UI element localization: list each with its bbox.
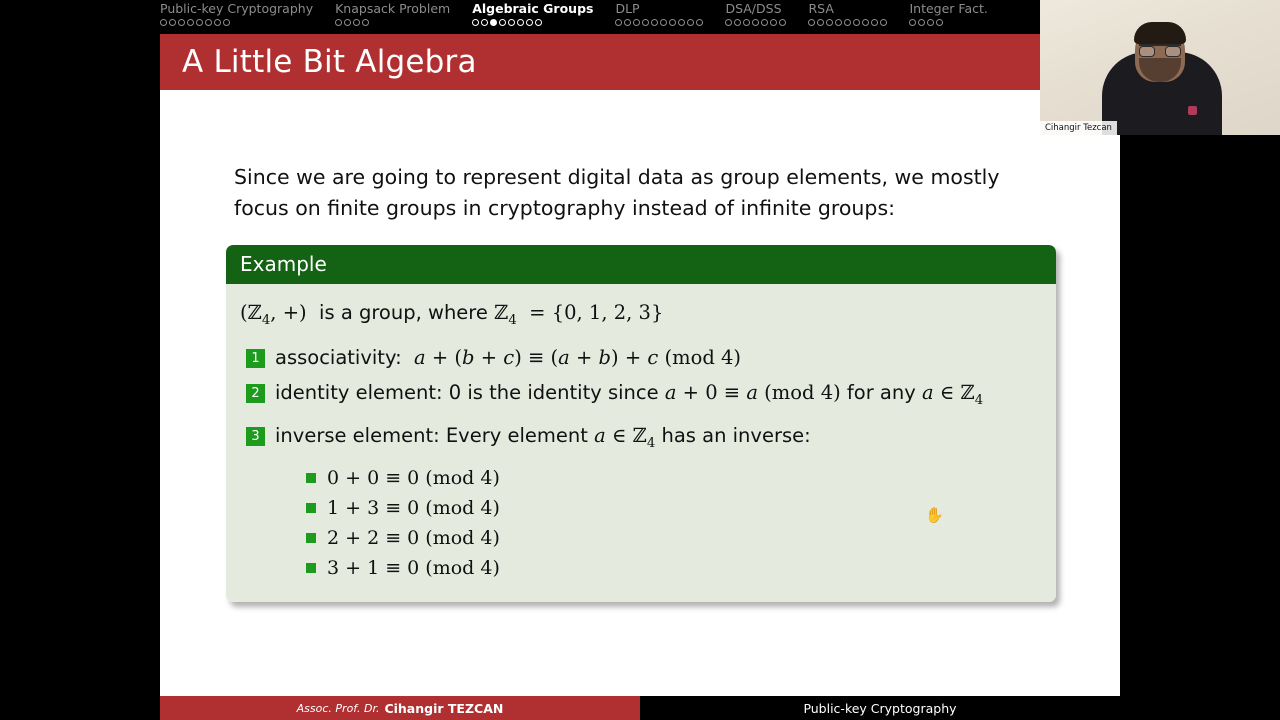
list-item-text: associativity: a + (b + c) ≡ (a + b) + c (mod 4)	[275, 345, 742, 369]
nav-section-dots[interactable]	[472, 19, 542, 26]
nav-section-dsa-dss[interactable]	[725, 2, 786, 26]
nav-section-label: Knapsack Problem	[335, 1, 451, 16]
presentation-slide	[160, 0, 1120, 720]
slide-navigation-bar[interactable]	[160, 0, 1120, 34]
webcam-name-label: Cihangir Tezcan	[1040, 121, 1117, 135]
nav-dot[interactable]	[743, 19, 750, 26]
nav-dot[interactable]	[214, 19, 221, 26]
slide-footer	[160, 696, 1120, 720]
nav-section-label: RSA	[808, 1, 834, 16]
list-item-text: 3 + 1 ≡ 0 (mod 4)	[327, 556, 500, 579]
group-statement: (ℤ$_4$, +) is a group, where ℤ$_4$ = {0, 1, 2, 3}	[240, 301, 664, 328]
nav-dot[interactable]	[678, 19, 685, 26]
webcam-overlay[interactable]	[1040, 0, 1280, 135]
nav-dot[interactable]	[535, 19, 542, 26]
nav-dot[interactable]	[918, 19, 925, 26]
example-block	[226, 245, 1056, 602]
slide-intro-paragraph: Since we are going to represent digital data as group elements, we mostly focus on finite groups in cryptography instead of infinite groups:	[234, 165, 1000, 220]
nav-dot[interactable]	[734, 19, 741, 26]
nav-dot[interactable]	[223, 19, 230, 26]
nav-dot[interactable]	[517, 19, 524, 26]
slide-title: A Little Bit Algebra	[182, 44, 477, 80]
slide-body	[160, 90, 1120, 696]
nav-section-dots[interactable]	[615, 19, 703, 26]
nav-dot[interactable]	[642, 19, 649, 26]
nav-dot[interactable]	[353, 19, 360, 26]
nav-section-label: DLP	[615, 1, 640, 16]
nav-dot[interactable]	[205, 19, 212, 26]
nav-dot[interactable]	[936, 19, 943, 26]
list-item	[306, 524, 1042, 553]
nav-dot[interactable]	[725, 19, 732, 26]
list-item-text: 2 + 2 ≡ 0 (mod 4)	[327, 526, 500, 549]
nav-dot[interactable]	[808, 19, 815, 26]
nav-section-dots[interactable]	[909, 19, 943, 26]
nav-section-dots[interactable]	[335, 19, 369, 26]
list-item-text: identity element: 0 is the identity since a + 0 ≡ a (mod 4) for any a ∈ ℤ$_4$	[275, 380, 984, 408]
nav-dot[interactable]	[472, 19, 479, 26]
bullet-icon	[306, 533, 316, 543]
nav-dot[interactable]	[196, 19, 203, 26]
list-item-text: inverse element: Every element a ∈ ℤ$_4$ has an inverse:	[275, 423, 811, 451]
nav-dot[interactable]	[835, 19, 842, 26]
nav-dot[interactable]	[696, 19, 703, 26]
nav-dot[interactable]	[927, 19, 934, 26]
nav-section-public-key-cryptography[interactable]	[160, 2, 313, 26]
nav-dot[interactable]	[335, 19, 342, 26]
nav-section-label: Algebraic Groups	[472, 1, 594, 16]
nav-section-label: DSA/DSS	[725, 1, 782, 16]
nav-dot[interactable]	[481, 19, 488, 26]
slide-title-bar	[160, 34, 1120, 90]
nav-dot[interactable]	[761, 19, 768, 26]
list-item-text: 0 + 0 ≡ 0 (mod 4)	[327, 466, 500, 489]
glasses-lens-left	[1139, 46, 1155, 57]
nav-section-dots[interactable]	[160, 19, 230, 26]
nav-dot[interactable]	[853, 19, 860, 26]
footer-author	[160, 696, 640, 720]
nav-dot[interactable]	[526, 19, 533, 26]
nav-section-integer-factorization[interactable]	[909, 2, 987, 26]
nav-dot[interactable]	[362, 19, 369, 26]
enum-marker-3: 3	[246, 427, 265, 446]
nav-dot[interactable]	[909, 19, 916, 26]
bullet-icon	[306, 503, 316, 513]
mouse-cursor-icon: ✋	[925, 506, 944, 524]
nav-dot[interactable]	[499, 19, 506, 26]
footer-course-title: Public-key Cryptography	[640, 696, 1120, 720]
nav-section-rsa[interactable]	[808, 2, 887, 26]
nav-dot[interactable]	[169, 19, 176, 26]
enum-marker-1: 1	[246, 349, 265, 368]
nav-section-dlp[interactable]	[615, 2, 703, 26]
nav-section-knapsack-problem[interactable]	[335, 2, 450, 26]
nav-dot[interactable]	[187, 19, 194, 26]
nav-dot[interactable]	[660, 19, 667, 26]
list-item	[306, 554, 1042, 583]
nav-section-label: Public-key Cryptography	[160, 1, 314, 16]
nav-dot[interactable]	[615, 19, 622, 26]
list-item	[246, 421, 1042, 458]
nav-dot[interactable]	[669, 19, 676, 26]
nav-section-dots[interactable]	[808, 19, 887, 26]
presenter-hair	[1134, 22, 1186, 44]
glasses-lens-right	[1165, 46, 1181, 57]
bullet-icon	[306, 563, 316, 573]
nav-dot[interactable]	[624, 19, 631, 26]
nav-dot[interactable]	[826, 19, 833, 26]
footer-author-name: Cihangir TEZCAN	[384, 700, 504, 716]
list-item	[306, 494, 1042, 523]
nav-dot[interactable]	[687, 19, 694, 26]
glasses-icon	[1139, 44, 1181, 55]
nav-section-dots[interactable]	[725, 19, 786, 26]
nav-dot[interactable]	[344, 19, 351, 26]
nav-dot[interactable]	[844, 19, 851, 26]
nav-dot[interactable]	[770, 19, 777, 26]
inverse-pairs-list	[306, 464, 1042, 583]
nav-dot[interactable]	[160, 19, 167, 26]
nav-dot-current[interactable]	[490, 19, 497, 26]
nav-dot[interactable]	[871, 19, 878, 26]
list-item	[246, 378, 1042, 415]
nav-dot[interactable]	[633, 19, 640, 26]
nav-dot[interactable]	[862, 19, 869, 26]
nav-dot[interactable]	[508, 19, 515, 26]
nav-dot[interactable]	[752, 19, 759, 26]
nav-dot[interactable]	[651, 19, 658, 26]
nav-section-algebraic-groups[interactable]	[472, 2, 593, 26]
enum-marker-2: 2	[246, 384, 265, 403]
example-block-body	[226, 284, 1056, 602]
list-item-text: 1 + 3 ≡ 0 (mod 4)	[327, 496, 500, 519]
example-block-heading: Example	[226, 245, 1056, 284]
nav-dot[interactable]	[178, 19, 185, 26]
nav-section-label: Integer Fact.	[909, 1, 988, 16]
footer-author-titles: Assoc. Prof. Dr.	[296, 701, 380, 715]
nav-dot[interactable]	[880, 19, 887, 26]
bullet-icon	[306, 473, 316, 483]
presenter-lapel-pin	[1188, 106, 1197, 115]
nav-dot[interactable]	[817, 19, 824, 26]
list-item	[306, 464, 1042, 493]
list-item	[246, 343, 1042, 372]
nav-dot[interactable]	[779, 19, 786, 26]
